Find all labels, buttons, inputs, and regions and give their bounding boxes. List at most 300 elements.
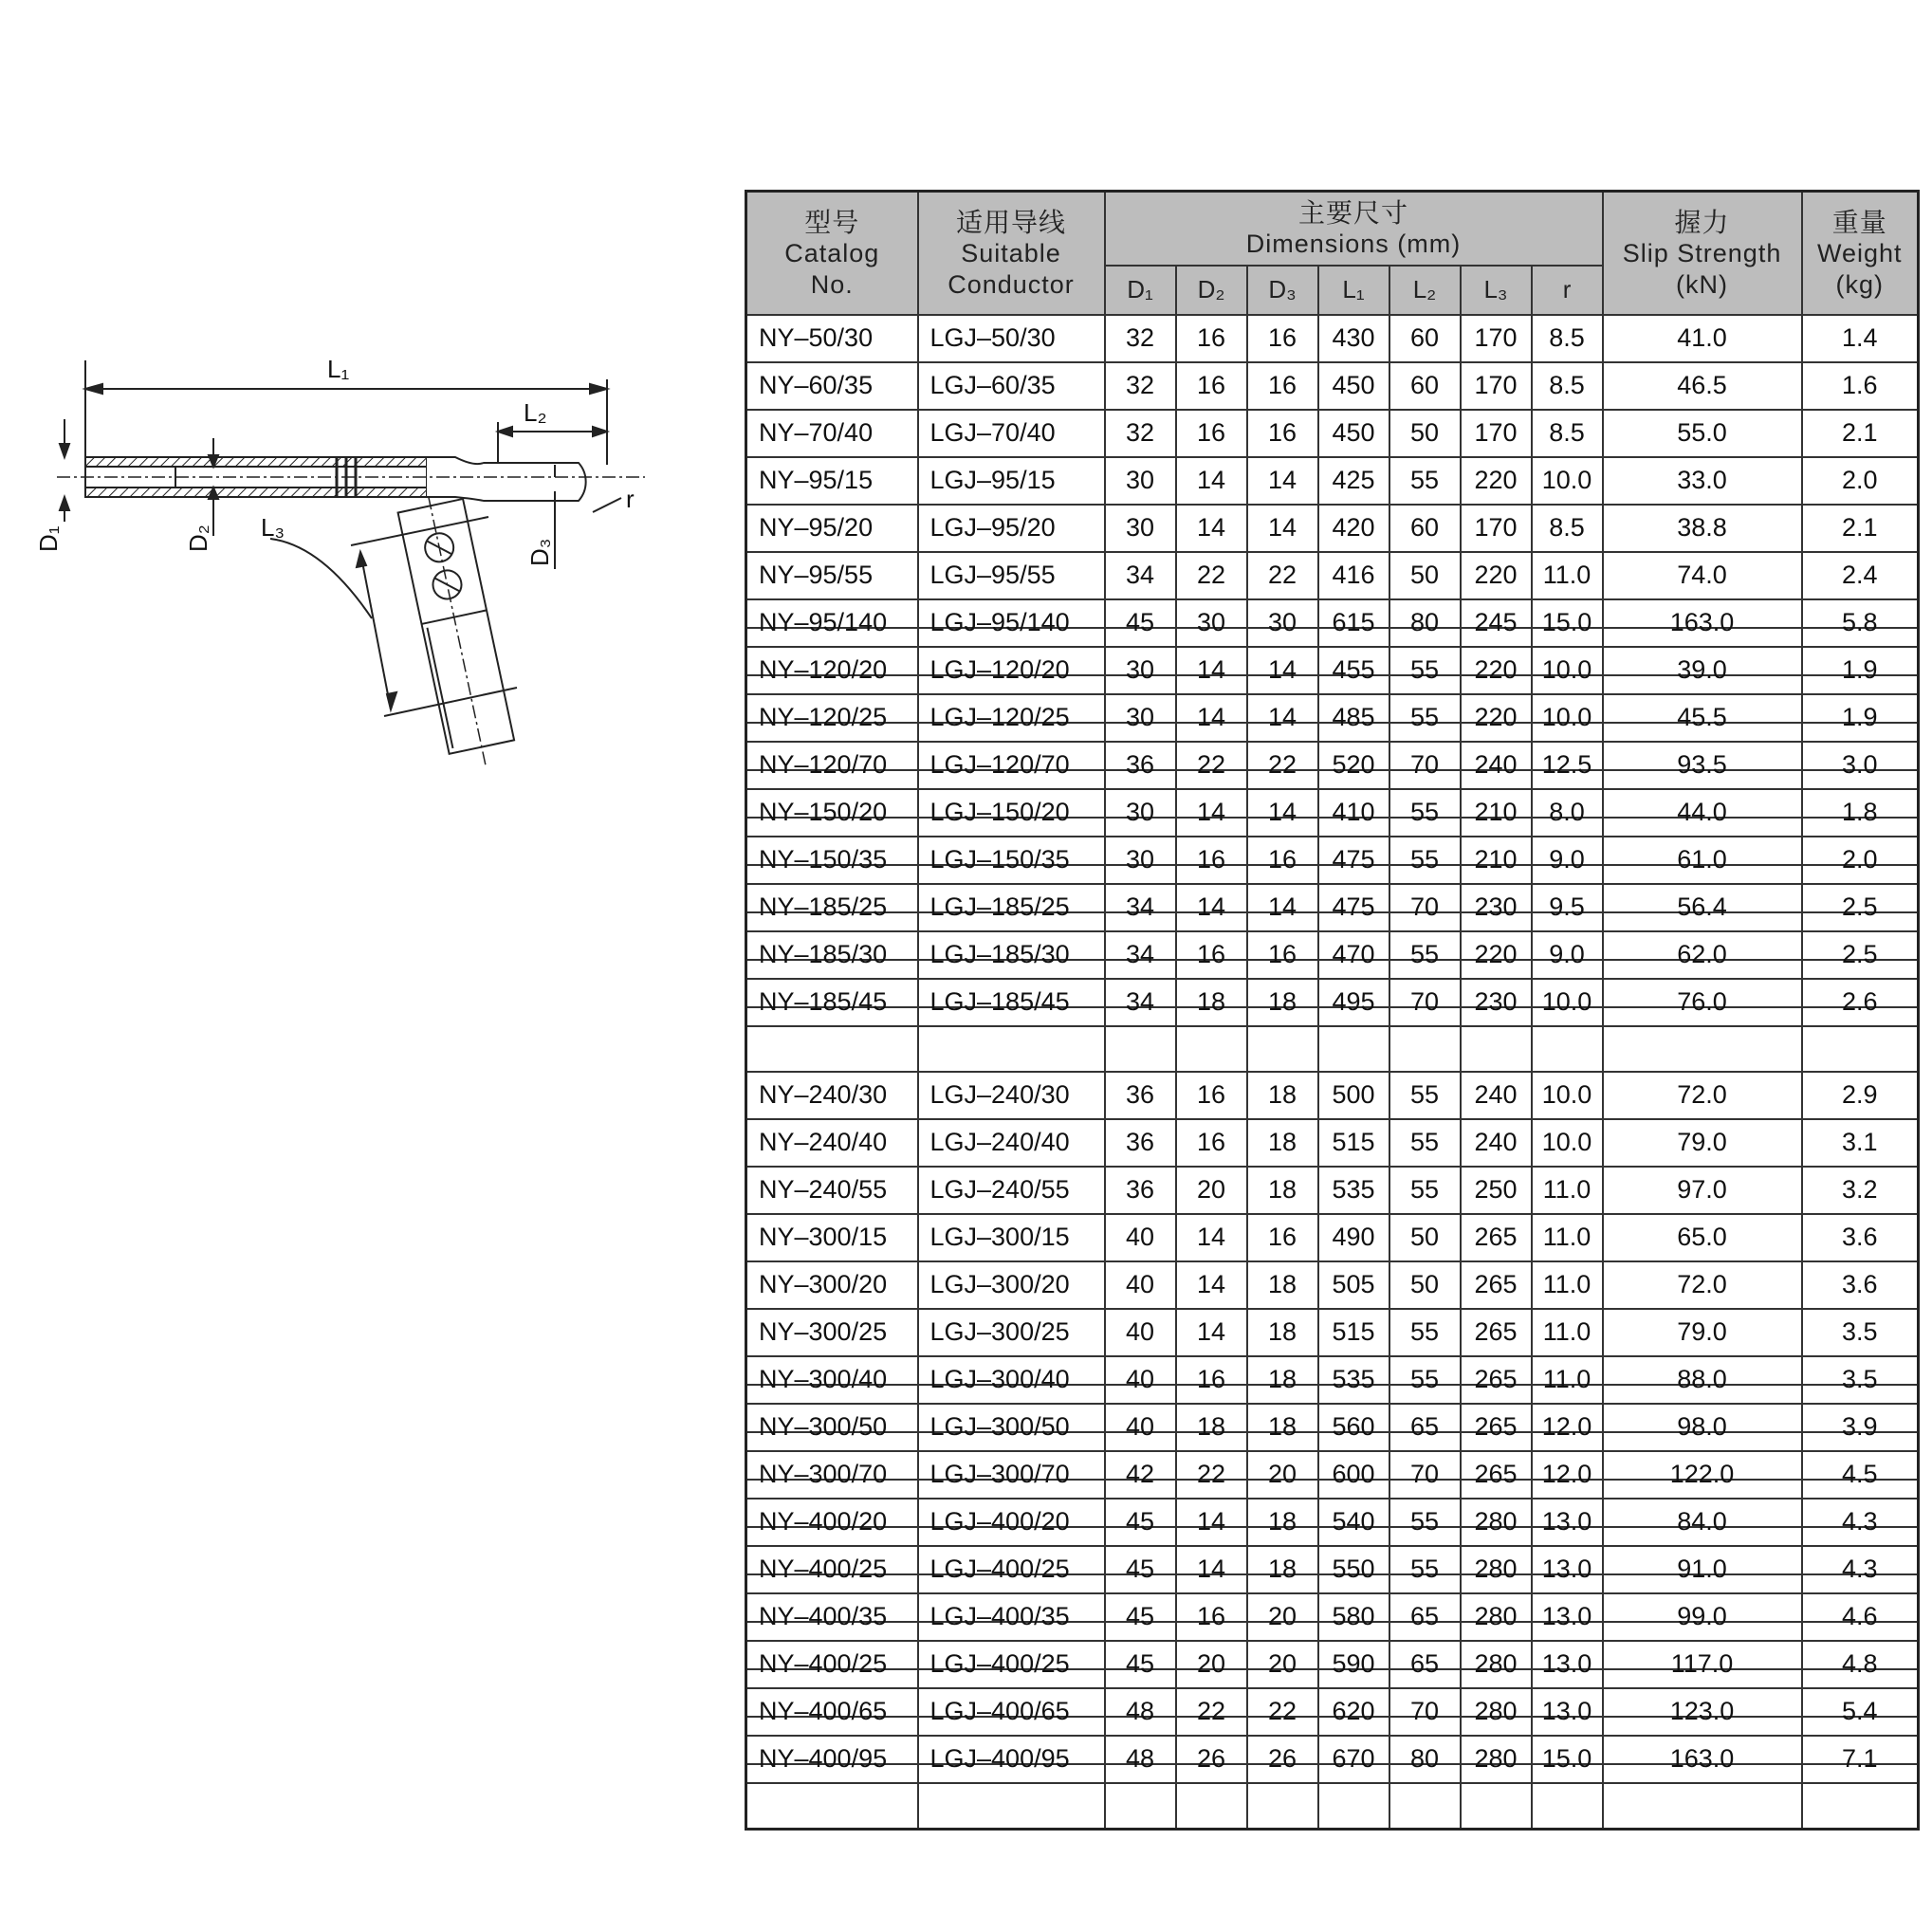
cell-d3: 18 (1247, 1499, 1318, 1546)
cell-d2: 20 (1176, 1167, 1247, 1214)
cell-d1: 36 (1105, 1167, 1176, 1214)
table-row (746, 1404, 1919, 1451)
cell-slip-strength: 72.0 (1603, 1261, 1802, 1309)
table-row (746, 1736, 1919, 1783)
cell-l1: 580 (1318, 1593, 1389, 1641)
cell-l1: 535 (1318, 1167, 1389, 1214)
cell-slip-strength: 97.0 (1603, 1167, 1802, 1214)
header-conductor-en2: Conductor (948, 269, 1075, 299)
cell-d2 (1176, 1783, 1247, 1830)
cell-d3: 18 (1247, 1119, 1318, 1167)
cell-l1: 670 (1318, 1736, 1389, 1783)
cell-l1: 590 (1318, 1641, 1389, 1688)
cell-d2: 16 (1176, 315, 1247, 362)
cell-d2: 14 (1176, 505, 1247, 552)
cell-conductor: LGJ–240/55 (918, 1167, 1105, 1214)
cell-l2: 50 (1389, 1214, 1461, 1261)
cell-d1: 45 (1105, 1641, 1176, 1688)
cell-d2: 14 (1176, 789, 1247, 837)
cell-l3: 250 (1461, 1167, 1532, 1214)
cell-l2: 55 (1389, 647, 1461, 694)
cell-l1: 540 (1318, 1499, 1389, 1546)
table-row (746, 1214, 1919, 1261)
cell-catalog-no: NY–400/20 (746, 1499, 918, 1546)
cell-slip-strength: 76.0 (1603, 979, 1802, 1026)
cell-r: 11.0 (1532, 1356, 1603, 1404)
cell-catalog-no: NY–240/40 (746, 1119, 918, 1167)
specification-table (745, 190, 1920, 1831)
cell-l1: 535 (1318, 1356, 1389, 1404)
cell-d1: 34 (1105, 931, 1176, 979)
l1-arrow-left (85, 384, 102, 394)
cell-d3: 14 (1247, 789, 1318, 837)
cell-r: 11.0 (1532, 1261, 1603, 1309)
cell-slip-strength: 62.0 (1603, 931, 1802, 979)
cell-conductor (918, 1026, 1105, 1072)
cell-conductor: LGJ–400/25 (918, 1641, 1105, 1688)
cell-l1: 490 (1318, 1214, 1389, 1261)
cell-d2: 18 (1176, 1404, 1247, 1451)
label-d3: D₃ (525, 538, 554, 566)
cell-catalog-no: NY–120/70 (746, 742, 918, 789)
cell-weight: 3.5 (1802, 1356, 1919, 1404)
cell-l3: 280 (1461, 1641, 1532, 1688)
cell-l1: 450 (1318, 410, 1389, 457)
cell-r: 10.0 (1532, 457, 1603, 505)
cell-l1: 416 (1318, 552, 1389, 599)
cell-d2: 20 (1176, 1641, 1247, 1688)
cell-r: 10.0 (1532, 647, 1603, 694)
cell-d1 (1105, 1783, 1176, 1830)
cell-conductor: LGJ–60/35 (918, 362, 1105, 410)
cell-d3: 18 (1247, 1404, 1318, 1451)
cell-conductor: LGJ–400/95 (918, 1736, 1105, 1783)
cell-weight: 1.9 (1802, 647, 1919, 694)
cell-d1: 45 (1105, 1546, 1176, 1593)
cell-conductor: LGJ–185/25 (918, 884, 1105, 931)
cell-l3 (1461, 1026, 1532, 1072)
tension-clamp-drawing (34, 341, 683, 740)
cell-l3: 220 (1461, 694, 1532, 742)
label-l2: L₂ (524, 398, 547, 427)
cell-l3: 280 (1461, 1593, 1532, 1641)
cell-d2: 16 (1176, 362, 1247, 410)
cell-conductor: LGJ–120/70 (918, 742, 1105, 789)
cell-l3: 265 (1461, 1261, 1532, 1309)
cell-d3: 22 (1247, 552, 1318, 599)
cell-l2: 55 (1389, 1167, 1461, 1214)
cell-slip-strength: 41.0 (1603, 315, 1802, 362)
cell-weight: 2.9 (1802, 1072, 1919, 1119)
cell-l3: 170 (1461, 505, 1532, 552)
cell-catalog-no: NY–185/45 (746, 979, 918, 1026)
table-row (746, 647, 1919, 694)
cell-conductor: LGJ–95/20 (918, 505, 1105, 552)
header-catalog (746, 192, 918, 315)
cell-conductor: LGJ–95/55 (918, 552, 1105, 599)
header-d1: D₁ (1105, 266, 1176, 315)
cell-weight: 4.3 (1802, 1499, 1919, 1546)
label-l1: L₁ (327, 355, 350, 383)
table-row (746, 505, 1919, 552)
cell-catalog-no: NY–300/70 (746, 1451, 918, 1499)
cell-d1: 36 (1105, 1119, 1176, 1167)
cell-l3: 220 (1461, 931, 1532, 979)
cell-weight: 2.1 (1802, 410, 1919, 457)
header-conductor (918, 192, 1105, 315)
header-slip-cn: 握力 (1674, 207, 1730, 237)
clamp-drawing-svg (34, 341, 683, 740)
cell-l3: 240 (1461, 742, 1532, 789)
cell-l1: 615 (1318, 599, 1389, 647)
table-body (746, 315, 1919, 1830)
cell-d2: 14 (1176, 884, 1247, 931)
table-row (746, 362, 1919, 410)
cell-l1: 515 (1318, 1119, 1389, 1167)
cell-slip-strength: 79.0 (1603, 1119, 1802, 1167)
cell-l3: 265 (1461, 1356, 1532, 1404)
cell-r: 9.0 (1532, 931, 1603, 979)
cell-d2: 14 (1176, 694, 1247, 742)
cell-weight: 3.9 (1802, 1404, 1919, 1451)
cell-l2: 80 (1389, 599, 1461, 647)
cell-d3: 18 (1247, 1546, 1318, 1593)
cell-d3: 18 (1247, 1356, 1318, 1404)
cell-conductor: LGJ–50/30 (918, 315, 1105, 362)
cell-d1: 40 (1105, 1404, 1176, 1451)
table-row (746, 1783, 1919, 1830)
cell-catalog-no: NY–400/25 (746, 1641, 918, 1688)
header-catalog-en2: No. (810, 269, 854, 299)
cell-l2: 60 (1389, 315, 1461, 362)
cell-conductor: LGJ–120/20 (918, 647, 1105, 694)
l2-arrow-right (593, 427, 607, 436)
cell-l3 (1461, 1783, 1532, 1830)
cell-weight: 4.8 (1802, 1641, 1919, 1688)
table-row (746, 1688, 1919, 1736)
cell-l1: 505 (1318, 1261, 1389, 1309)
cell-d1: 32 (1105, 362, 1176, 410)
cell-d1: 32 (1105, 315, 1176, 362)
cell-d1: 30 (1105, 694, 1176, 742)
cell-catalog-no: NY–300/50 (746, 1404, 918, 1451)
cell-weight: 3.1 (1802, 1119, 1919, 1167)
cell-d2: 22 (1176, 552, 1247, 599)
cell-r: 12.5 (1532, 742, 1603, 789)
cell-catalog-no: NY–300/40 (746, 1356, 918, 1404)
cell-catalog-no: NY–300/15 (746, 1214, 918, 1261)
cell-weight: 3.6 (1802, 1261, 1919, 1309)
cell-d3: 14 (1247, 457, 1318, 505)
cell-d2: 22 (1176, 1688, 1247, 1736)
cell-d2: 14 (1176, 1499, 1247, 1546)
cell-weight: 4.3 (1802, 1546, 1919, 1593)
cell-d1: 30 (1105, 789, 1176, 837)
cell-slip-strength: 39.0 (1603, 647, 1802, 694)
cell-conductor: LGJ–300/70 (918, 1451, 1105, 1499)
cell-weight: 2.1 (1802, 505, 1919, 552)
cell-conductor: LGJ–185/30 (918, 931, 1105, 979)
cell-l3: 220 (1461, 552, 1532, 599)
cell-catalog-no: NY–185/30 (746, 931, 918, 979)
cell-weight: 3.0 (1802, 742, 1919, 789)
cell-l2: 55 (1389, 457, 1461, 505)
header-dimensions-cn: 主要尺寸 (1298, 197, 1409, 228)
cell-l2: 70 (1389, 1688, 1461, 1736)
table-row (746, 1499, 1919, 1546)
cell-l1: 420 (1318, 505, 1389, 552)
cell-slip-strength: 163.0 (1603, 599, 1802, 647)
cell-l2: 50 (1389, 1261, 1461, 1309)
cell-d2: 14 (1176, 1261, 1247, 1309)
cell-slip-strength: 74.0 (1603, 552, 1802, 599)
cell-d1: 40 (1105, 1356, 1176, 1404)
table-row (746, 1072, 1919, 1119)
table-row (746, 599, 1919, 647)
cell-d1: 40 (1105, 1214, 1176, 1261)
cell-slip-strength: 163.0 (1603, 1736, 1802, 1783)
cell-slip-strength: 99.0 (1603, 1593, 1802, 1641)
cell-conductor: LGJ–185/45 (918, 979, 1105, 1026)
table-row (746, 1641, 1919, 1688)
header-l1: L₁ (1318, 266, 1389, 315)
cell-conductor: LGJ–300/15 (918, 1214, 1105, 1261)
cell-conductor: LGJ–150/35 (918, 837, 1105, 884)
cell-d3 (1247, 1026, 1318, 1072)
header-l2: L₂ (1389, 266, 1461, 315)
label-d2: D₂ (184, 524, 212, 552)
r-leader (593, 498, 621, 512)
cell-d1: 34 (1105, 884, 1176, 931)
cell-conductor: LGJ–300/25 (918, 1309, 1105, 1356)
cell-slip-strength: 122.0 (1603, 1451, 1802, 1499)
header-d2: D₂ (1176, 266, 1247, 315)
cell-r: 12.0 (1532, 1404, 1603, 1451)
cell-r: 13.0 (1532, 1688, 1603, 1736)
cell-d3: 14 (1247, 505, 1318, 552)
cell-r: 12.0 (1532, 1451, 1603, 1499)
cell-weight: 4.5 (1802, 1451, 1919, 1499)
table-row (746, 837, 1919, 884)
header-weight (1802, 192, 1919, 315)
cell-d2: 14 (1176, 1214, 1247, 1261)
cell-d3: 16 (1247, 362, 1318, 410)
cell-conductor: LGJ–95/15 (918, 457, 1105, 505)
cell-l1: 430 (1318, 315, 1389, 362)
cell-l3: 210 (1461, 837, 1532, 884)
cell-catalog-no: NY–400/35 (746, 1593, 918, 1641)
table-row (746, 979, 1919, 1026)
cell-l2: 55 (1389, 931, 1461, 979)
cell-d3: 20 (1247, 1451, 1318, 1499)
cell-d2: 30 (1176, 599, 1247, 647)
table-row (746, 931, 1919, 979)
header-conductor-cn: 适用导线 (955, 207, 1066, 237)
cell-d1: 40 (1105, 1309, 1176, 1356)
cell-slip-strength: 79.0 (1603, 1309, 1802, 1356)
cell-weight: 2.4 (1802, 552, 1919, 599)
cell-weight: 5.4 (1802, 1688, 1919, 1736)
cell-r: 10.0 (1532, 979, 1603, 1026)
cell-l3: 280 (1461, 1499, 1532, 1546)
header-dimensions (1105, 192, 1603, 266)
table-row (746, 315, 1919, 362)
cell-l3: 240 (1461, 1072, 1532, 1119)
cell-d1: 36 (1105, 1072, 1176, 1119)
cell-d2: 14 (1176, 1546, 1247, 1593)
cell-d1: 30 (1105, 837, 1176, 884)
cell-l1: 560 (1318, 1404, 1389, 1451)
header-dimensions-en: Dimensions (mm) (1245, 230, 1462, 259)
cell-l2: 55 (1389, 1309, 1461, 1356)
cell-r: 8.5 (1532, 315, 1603, 362)
cell-catalog-no: NY–400/65 (746, 1688, 918, 1736)
cell-l2: 50 (1389, 552, 1461, 599)
cell-l3: 230 (1461, 979, 1532, 1026)
cell-l3: 210 (1461, 789, 1532, 837)
cell-d3: 18 (1247, 979, 1318, 1026)
d1-head-top (60, 444, 69, 457)
cell-l1: 470 (1318, 931, 1389, 979)
cell-catalog-no: NY–120/25 (746, 694, 918, 742)
cell-conductor: LGJ–240/40 (918, 1119, 1105, 1167)
cell-weight: 1.6 (1802, 362, 1919, 410)
l3-dim-line (360, 552, 391, 709)
cell-d1: 32 (1105, 410, 1176, 457)
header-slip-strength (1603, 192, 1802, 315)
cell-d2: 22 (1176, 742, 1247, 789)
cell-d3: 18 (1247, 1167, 1318, 1214)
cell-d3: 30 (1247, 599, 1318, 647)
cell-l3: 220 (1461, 647, 1532, 694)
cell-catalog-no: NY–400/95 (746, 1736, 918, 1783)
cell-l1 (1318, 1026, 1389, 1072)
cell-weight: 5.8 (1802, 599, 1919, 647)
table-row (746, 1451, 1919, 1499)
cell-d2: 16 (1176, 1356, 1247, 1404)
cell-l1: 520 (1318, 742, 1389, 789)
cell-l3: 280 (1461, 1736, 1532, 1783)
cell-slip-strength: 91.0 (1603, 1546, 1802, 1593)
cell-l3: 265 (1461, 1214, 1532, 1261)
cell-catalog-no: NY–240/30 (746, 1072, 918, 1119)
table-row (746, 1593, 1919, 1641)
cell-d2: 16 (1176, 1593, 1247, 1641)
cell-d3: 20 (1247, 1593, 1318, 1641)
cell-catalog-no: NY–70/40 (746, 410, 918, 457)
cell-catalog-no: NY–95/20 (746, 505, 918, 552)
cell-conductor: LGJ–300/50 (918, 1404, 1105, 1451)
cell-d2: 14 (1176, 1309, 1247, 1356)
cell-l2: 65 (1389, 1404, 1461, 1451)
cell-slip-strength: 88.0 (1603, 1356, 1802, 1404)
cell-conductor: LGJ–120/25 (918, 694, 1105, 742)
cell-weight: 3.6 (1802, 1214, 1919, 1261)
header-slip-unit: (kN) (1676, 269, 1729, 299)
cell-slip-strength: 65.0 (1603, 1214, 1802, 1261)
header-r: r (1532, 266, 1603, 315)
cell-r: 8.0 (1532, 789, 1603, 837)
cell-l1: 455 (1318, 647, 1389, 694)
table-row (746, 410, 1919, 457)
cell-r (1532, 1026, 1603, 1072)
cell-d1: 34 (1105, 552, 1176, 599)
cell-conductor: LGJ–400/65 (918, 1688, 1105, 1736)
cell-conductor: LGJ–150/20 (918, 789, 1105, 837)
cell-l1: 600 (1318, 1451, 1389, 1499)
cell-d2: 16 (1176, 1072, 1247, 1119)
cell-d2: 16 (1176, 410, 1247, 457)
cell-d1: 34 (1105, 979, 1176, 1026)
cell-d2: 26 (1176, 1736, 1247, 1783)
cell-r: 9.5 (1532, 884, 1603, 931)
l2-arrow-left (498, 427, 512, 436)
cell-l3: 245 (1461, 599, 1532, 647)
cell-catalog-no: NY–400/25 (746, 1546, 918, 1593)
cell-d1: 45 (1105, 599, 1176, 647)
l3-leader (270, 539, 372, 618)
cell-conductor: LGJ–400/20 (918, 1499, 1105, 1546)
cell-l2: 50 (1389, 410, 1461, 457)
cell-r: 13.0 (1532, 1546, 1603, 1593)
cell-l2: 55 (1389, 1499, 1461, 1546)
cell-catalog-no: NY–185/25 (746, 884, 918, 931)
cell-l2: 70 (1389, 884, 1461, 931)
cell-l3: 280 (1461, 1546, 1532, 1593)
cell-l3: 280 (1461, 1688, 1532, 1736)
table-row (746, 457, 1919, 505)
cell-weight: 1.9 (1802, 694, 1919, 742)
cell-l1: 410 (1318, 789, 1389, 837)
cell-catalog-no: NY–240/55 (746, 1167, 918, 1214)
cell-d1: 42 (1105, 1451, 1176, 1499)
cell-l1: 475 (1318, 837, 1389, 884)
cell-l2: 55 (1389, 694, 1461, 742)
cell-r: 10.0 (1532, 694, 1603, 742)
cell-d1: 30 (1105, 647, 1176, 694)
cell-d1: 30 (1105, 505, 1176, 552)
cell-l3: 265 (1461, 1451, 1532, 1499)
cell-slip-strength: 44.0 (1603, 789, 1802, 837)
cell-conductor: LGJ–70/40 (918, 410, 1105, 457)
cell-r (1532, 1783, 1603, 1830)
table-row (746, 1119, 1919, 1167)
cell-r: 11.0 (1532, 1167, 1603, 1214)
label-l3: L₃ (261, 513, 285, 542)
cell-weight: 2.0 (1802, 837, 1919, 884)
cell-l2: 70 (1389, 742, 1461, 789)
cell-l3: 240 (1461, 1119, 1532, 1167)
cell-conductor: LGJ–240/30 (918, 1072, 1105, 1119)
cell-d3: 16 (1247, 410, 1318, 457)
cell-catalog-no (746, 1783, 918, 1830)
cell-d1: 36 (1105, 742, 1176, 789)
cell-l3: 265 (1461, 1309, 1532, 1356)
table-row (746, 1309, 1919, 1356)
cell-d3: 18 (1247, 1261, 1318, 1309)
cell-d3: 16 (1247, 1214, 1318, 1261)
cell-catalog-no: NY–300/25 (746, 1309, 918, 1356)
cell-r: 8.5 (1532, 362, 1603, 410)
header-conductor-en: Suitable (961, 239, 1061, 268)
cell-catalog-no: NY–60/35 (746, 362, 918, 410)
cell-d3: 20 (1247, 1641, 1318, 1688)
cell-l3: 170 (1461, 362, 1532, 410)
cell-l2: 55 (1389, 837, 1461, 884)
cell-l1: 500 (1318, 1072, 1389, 1119)
cell-l1: 495 (1318, 979, 1389, 1026)
cell-weight: 1.4 (1802, 315, 1919, 362)
